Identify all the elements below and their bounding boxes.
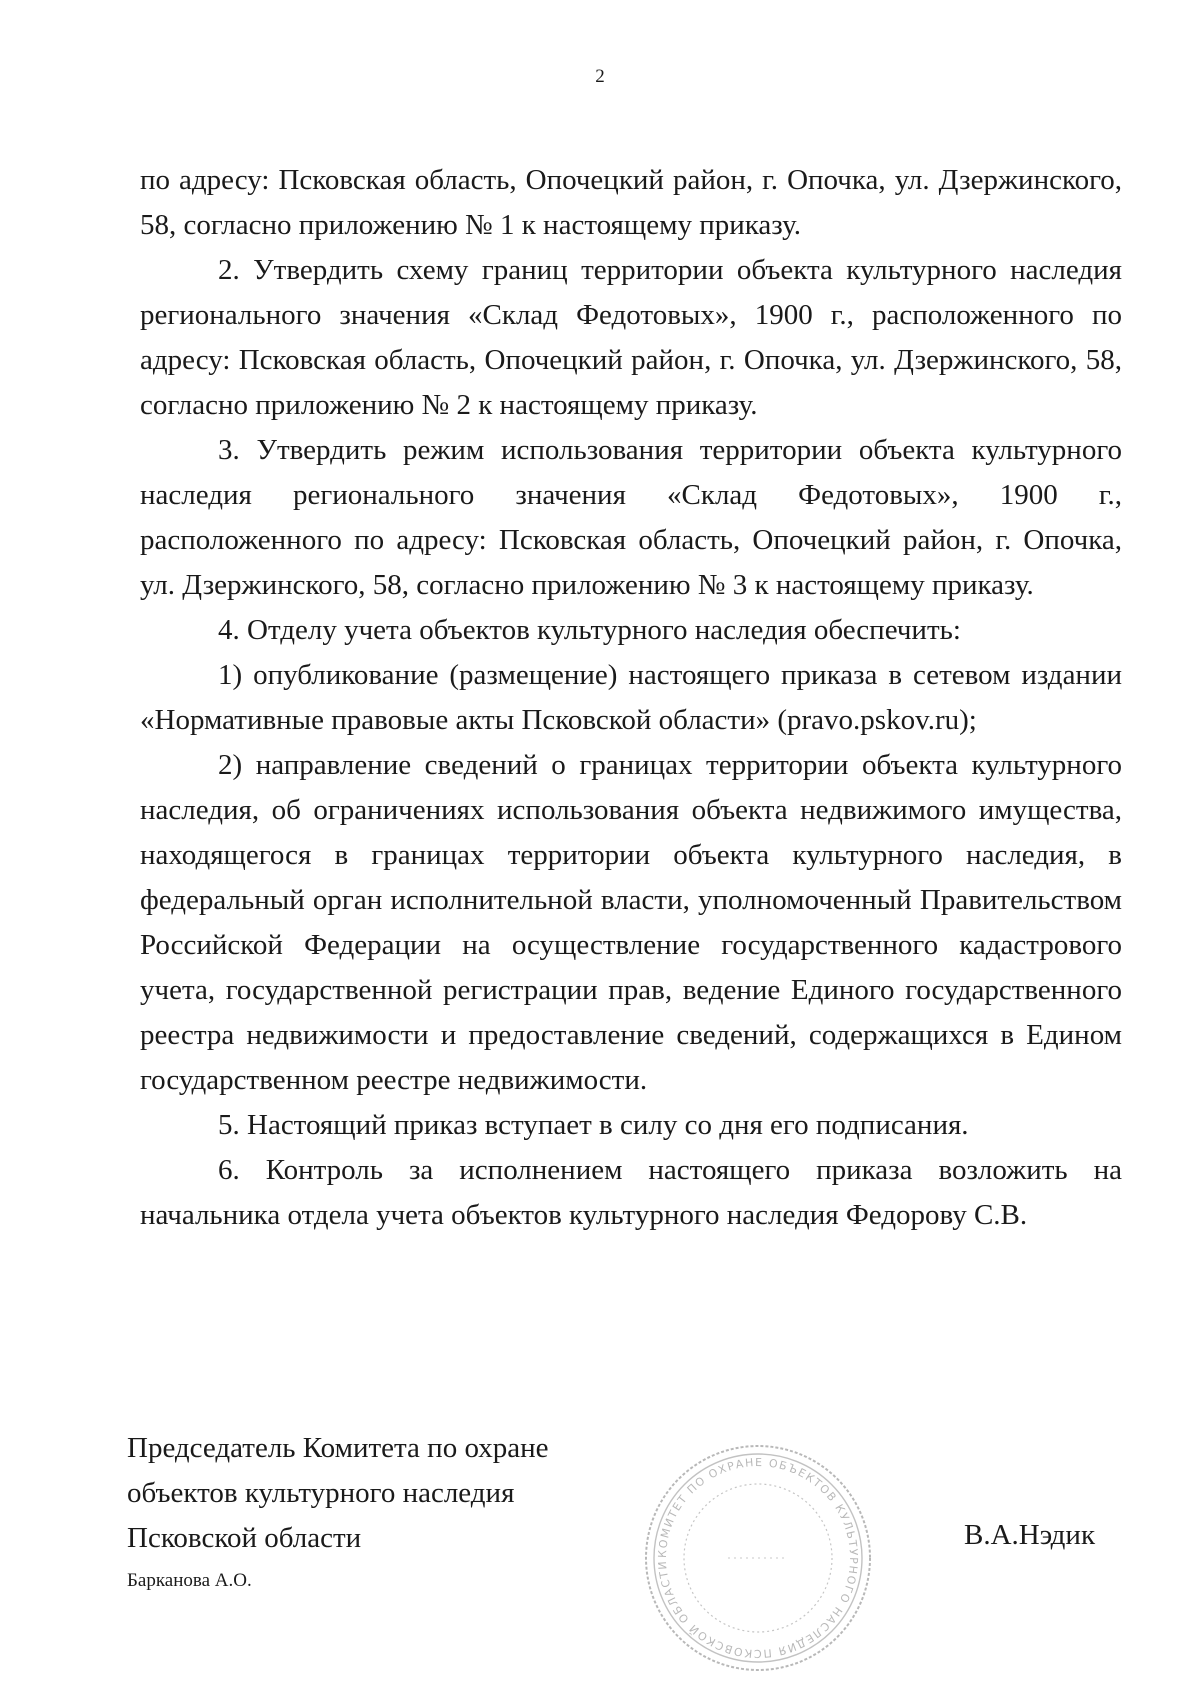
signer-position-line-1: Председатель Комитета по охране bbox=[127, 1432, 549, 1464]
paragraph-2: 2. Утвердить схему границ территории объекта культурного наследия регионального значения «Склад Федотовых», 1900 г., расположенного по адресу: Псковская область, Опочецкий район, г. Опочка, ул. Дзержинского, 58, согласно приложению № 2 к настоящему приказу. bbox=[140, 254, 1122, 421]
paragraph-6: 6. Контроль за исполнением настоящего приказа возложить на начальника отдела учета объектов культурного наследия Федорову С.В. bbox=[140, 1154, 1122, 1231]
paragraph-5: 5. Настоящий приказ вступает в силу со дня его подписания. bbox=[218, 1109, 969, 1141]
paragraph-3: 3. Утвердить режим использования территории объекта культурного наследия регионального значения «Склад Федотовых», 1900 г., расположенного по адресу: Псковская область, Опочецкий район, г. Опочка, ул. Дзержинского, 58, согласно приложению № 3 к настоящему приказу. bbox=[140, 434, 1122, 601]
round-stamp-icon bbox=[640, 1440, 876, 1676]
stamp-text: КОМИТЕТ ПО ОХРАНЕ ОБЪЕКТОВ КУЛЬТУРНОГО НАСЛЕДИЯ ПСКОВСКОЙ ОБЛАСТИ bbox=[655, 1455, 861, 1661]
signer-position-line-2: объектов культурного наследия bbox=[127, 1477, 515, 1509]
order-body bbox=[140, 158, 1122, 1238]
svg-text:КОМИТЕТ ПО ОХРАНЕ ОБЪЕКТОВ КУЛ bbox=[656, 1456, 860, 1660]
paragraph-1-continuation: по адресу: Псковская область, Опочецкий район, г. Опочка, ул. Дзержинского, 58, согласно приложению № 1 к настоящему приказу. bbox=[140, 164, 1122, 241]
signature-block bbox=[127, 1426, 647, 1561]
executor-name: Барканова А.О. bbox=[127, 1570, 252, 1591]
page-number: 2 bbox=[595, 66, 605, 87]
signer-name: В.А.Нэдик bbox=[964, 1519, 1096, 1551]
paragraph-4-item-1: 1) опубликование (размещение) настоящего приказа в сетевом издании «Нормативные правовые акты Псковской области» (pravo.pskov.ru); bbox=[140, 659, 1122, 736]
paragraph-4-item-2: 2) направление сведений о границах территории объекта культурного наследия, об ограничениях использования объекта недвижимого имущества, находящегося в границах территории объекта культурного наследия, в федеральный орган исполнительной власти, уполномоченный Правительством Российской Федерации на осуществление государственного кадастрового учета, государственной регистрации прав, ведение Единого государственного реестра недвижимости и предоставление сведений, содержащихся в Едином государственном реестре недвижимости. bbox=[140, 749, 1122, 1096]
paragraph-4: 4. Отделу учета объектов культурного наследия обеспечить: bbox=[218, 614, 961, 646]
signer-position-line-3: Псковской области bbox=[127, 1522, 362, 1554]
